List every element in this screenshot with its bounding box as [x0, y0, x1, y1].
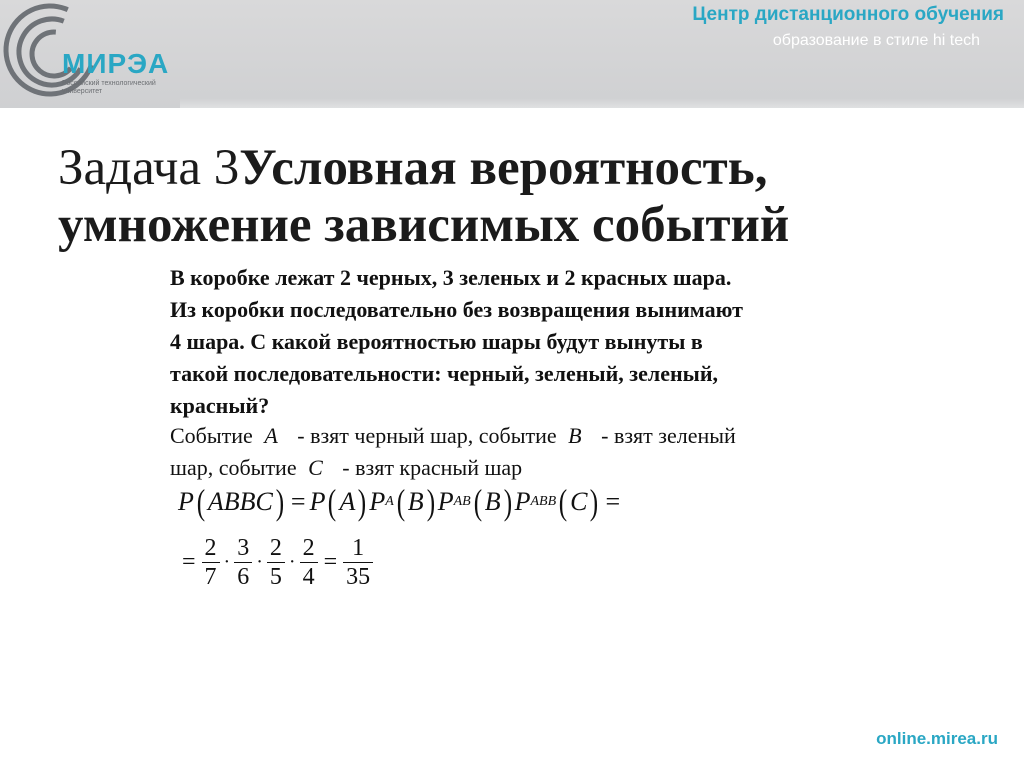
- equals-sign: =: [605, 487, 621, 516]
- equals-sign: =: [290, 487, 306, 516]
- logo-subtitle: Российский технологический университет: [62, 80, 156, 95]
- formula-symbol: P: [514, 487, 531, 516]
- formula-subscript: AB: [453, 494, 471, 509]
- numerator: 1: [352, 534, 365, 561]
- fraction: [300, 534, 318, 591]
- event-var-c: C: [308, 455, 323, 480]
- center-subtitle: образование в стиле hi tech: [772, 32, 980, 49]
- formula-arg: A: [339, 487, 356, 516]
- formula-symbol: P: [178, 487, 194, 516]
- slide-title: [58, 140, 998, 254]
- problem-line: 4 шара. С какой вероятностью шары будут вынуты в: [170, 329, 703, 354]
- formula-symbol: P: [437, 487, 454, 516]
- paren: ): [590, 482, 599, 522]
- event-text: шар, событие: [170, 455, 297, 480]
- formula-arg: B: [407, 487, 424, 516]
- event-text: Событие: [170, 423, 253, 448]
- paren: ): [503, 482, 512, 522]
- fraction: [202, 534, 220, 591]
- mirea-logo: [0, 0, 230, 108]
- formula-computation: [178, 530, 375, 594]
- multiply-dot: ·: [223, 550, 231, 573]
- denominator: 6: [234, 562, 252, 591]
- fraction: [267, 534, 285, 591]
- event-var-a: A: [264, 423, 278, 448]
- numerator: 3: [237, 534, 250, 561]
- paren: (: [473, 482, 482, 522]
- event-line-1: [170, 420, 890, 452]
- numerator: 2: [302, 534, 315, 561]
- formula-subscript: A: [385, 494, 394, 509]
- formula-symbol: P: [309, 487, 326, 516]
- paren: ): [358, 482, 367, 522]
- problem-statement: [170, 262, 930, 422]
- numerator: 2: [204, 534, 217, 561]
- paren: ): [275, 482, 285, 522]
- problem-line: В коробке лежат 2 черных, 3 зеленых и 2 красных шара.: [170, 265, 732, 290]
- formula-arg: C: [570, 487, 588, 516]
- equals-sign: =: [182, 548, 196, 575]
- denominator: 5: [267, 562, 285, 591]
- paren: (: [328, 482, 337, 522]
- paren: (: [196, 482, 206, 522]
- denominator: 7: [202, 562, 220, 591]
- problem-line: Из коробки последовательно без возвращения вынимают: [170, 297, 743, 322]
- denominator: 4: [300, 562, 318, 591]
- fraction: [234, 534, 252, 591]
- event-definitions: [170, 420, 890, 484]
- event-text: - взят зеленый: [601, 423, 736, 448]
- paren: (: [558, 482, 568, 522]
- center-title: Центр дистанционного обучения: [692, 4, 1004, 25]
- equals-sign: =: [323, 548, 338, 575]
- numerator: 2: [269, 534, 282, 561]
- result-fraction: [343, 534, 373, 591]
- title-prefix: Задача 3: [58, 140, 240, 196]
- formula-product-rule: [178, 478, 624, 526]
- event-text: - взят красный шар: [342, 455, 523, 480]
- paren: (: [396, 482, 405, 522]
- problem-line: красный?: [170, 393, 270, 418]
- footer-url[interactable]: online.mirea.ru: [876, 729, 998, 748]
- formula-arg: B: [484, 487, 501, 516]
- formula-arg: ABBC: [207, 487, 273, 516]
- paren: ): [426, 482, 435, 522]
- event-var-b: B: [568, 423, 582, 448]
- problem-line: такой последовательности: черный, зеленый, зеленый,: [170, 361, 719, 386]
- logo-wordmark: МИРЭА: [62, 48, 170, 79]
- denominator: 35: [343, 562, 373, 591]
- event-text: - взят черный шар, событие: [297, 423, 557, 448]
- multiply-dot: ·: [256, 550, 263, 573]
- multiply-dot: ·: [288, 550, 296, 573]
- formula-subscript: ABB: [530, 494, 557, 509]
- title-bold: Условная вероятность, умножение зависимых событий: [58, 140, 790, 253]
- formula-symbol: P: [369, 487, 386, 516]
